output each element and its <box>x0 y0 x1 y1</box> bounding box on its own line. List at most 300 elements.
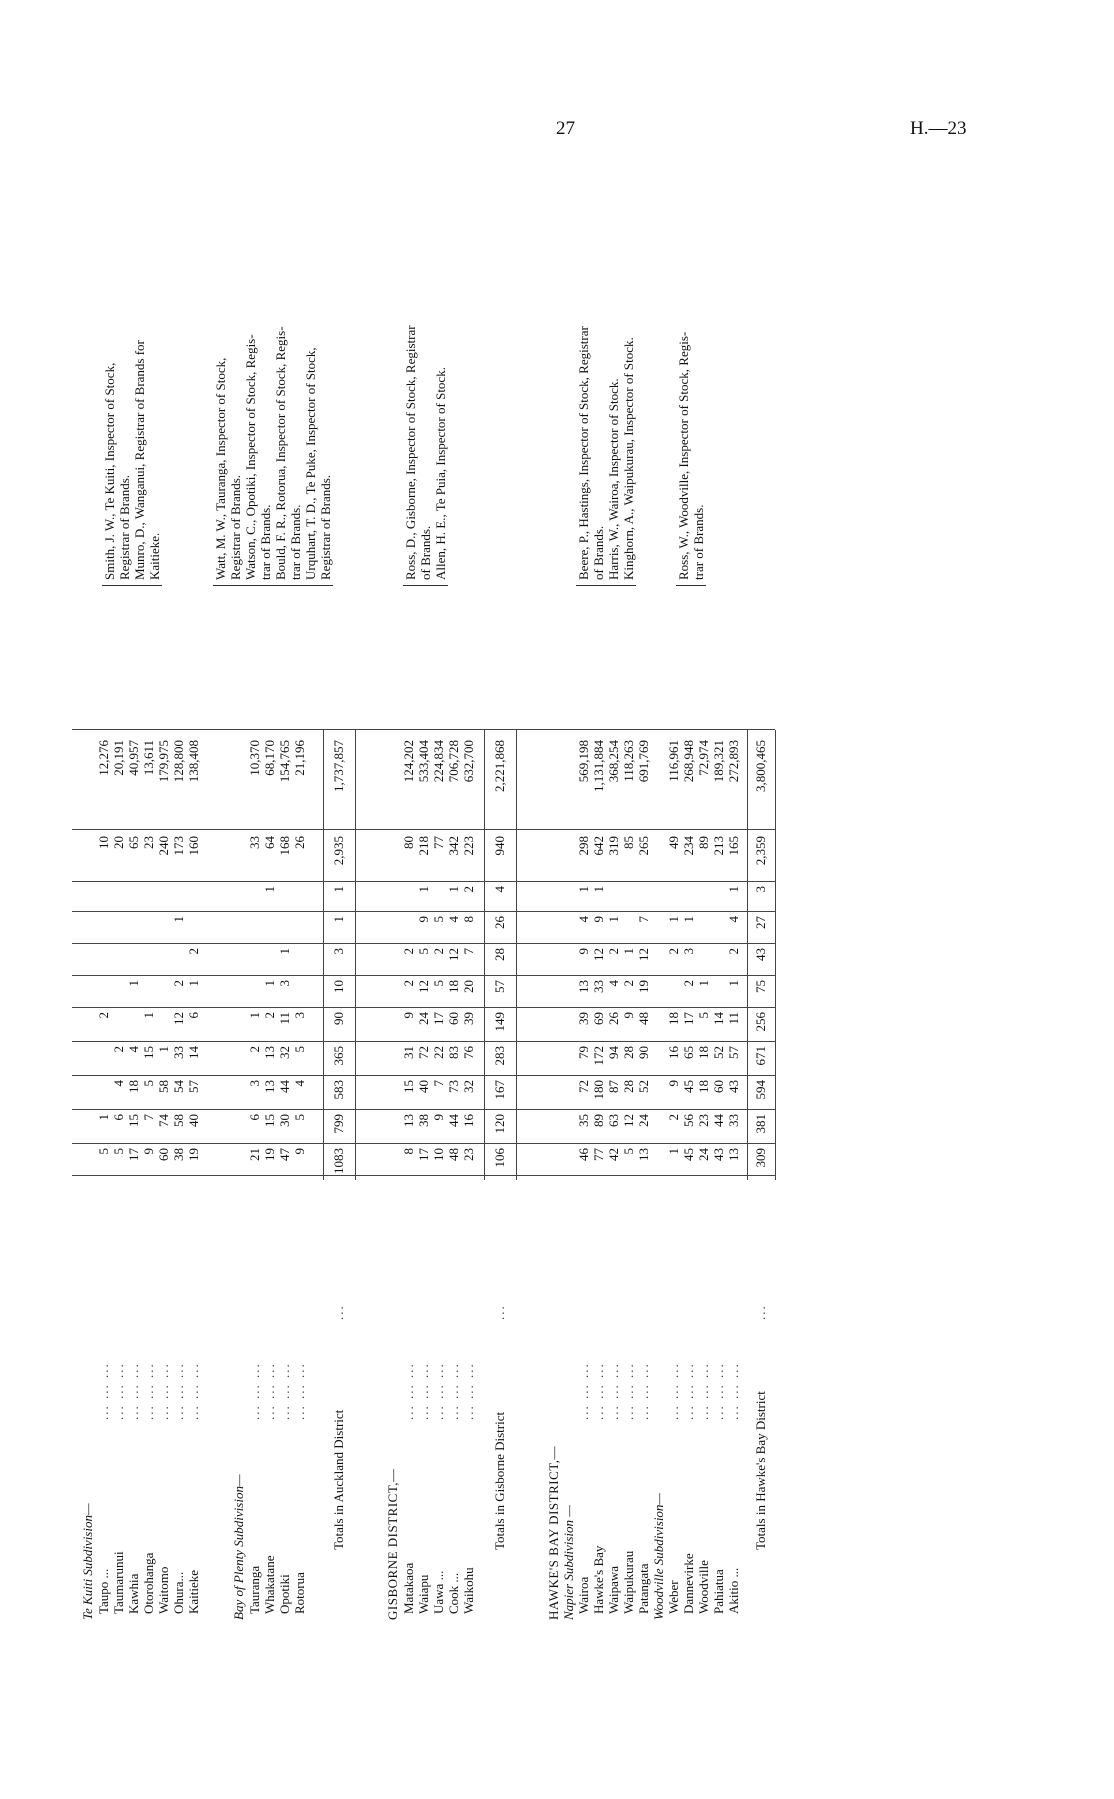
table-row <box>446 150 461 1620</box>
row-label: Uawa ... <box>431 1570 446 1614</box>
row-value: 43 <box>726 1080 741 1093</box>
row-value: 1083 <box>331 1148 346 1174</box>
row-value: 5 <box>431 916 446 923</box>
row-value: 671 <box>753 1046 768 1066</box>
row-value: 1 <box>96 1114 111 1121</box>
row-value: 13 <box>636 1148 651 1161</box>
rule <box>747 730 748 1180</box>
row-label: Hawke's Bay <box>591 1545 606 1614</box>
leader-dots: ... ... ... <box>431 1362 446 1420</box>
row-value: 160 <box>186 836 201 856</box>
row-value: 2 <box>171 980 186 987</box>
row-value: 168 <box>277 836 292 856</box>
row-label: Ohura... <box>171 1571 186 1614</box>
te-kuiti-inspector-line: Smith, J. W., Te Kuiti, Inspector of Stock, <box>102 362 117 580</box>
row-value: 8 <box>401 1148 416 1155</box>
row-value: 642 <box>591 836 606 856</box>
table-row <box>186 150 201 1620</box>
row-value: 154,765 <box>277 740 292 783</box>
row-value: 7 <box>461 948 476 955</box>
row-value: 89 <box>696 836 711 849</box>
row-value: 24 <box>636 1114 651 1127</box>
row-value: 14 <box>711 1012 726 1025</box>
row-value: 4 <box>606 980 621 987</box>
row-value: 4 <box>292 1080 307 1087</box>
row-value: 268,948 <box>681 740 696 783</box>
row-value: 57 <box>492 980 507 993</box>
row-value: 87 <box>606 1080 621 1093</box>
row-value: 2 <box>621 980 636 987</box>
row-value: 39 <box>461 1012 476 1025</box>
row-value: 32 <box>461 1080 476 1093</box>
row-value: 80 <box>401 836 416 849</box>
gisborne-bracket <box>403 585 448 586</box>
row-value: 64 <box>262 836 277 849</box>
leader-dots: ... ... ... <box>277 1362 292 1420</box>
row-value: 26 <box>292 836 307 849</box>
row-value: 17 <box>126 1148 141 1161</box>
leader-dots: ... ... ... <box>576 1362 591 1420</box>
row-value: 3 <box>292 1012 307 1019</box>
row-value: 28 <box>621 1080 636 1093</box>
row-value: 3 <box>753 886 768 893</box>
row-label: Patangata <box>636 1563 651 1614</box>
row-value: 283 <box>492 1046 507 1066</box>
row-value: 3 <box>331 948 346 955</box>
woodville-inspector-line: Ross, W., Woodville, Inspector of Stock, Regis- <box>676 331 691 580</box>
row-value: 583 <box>331 1080 346 1100</box>
row-value: 63 <box>606 1114 621 1127</box>
row-value: 35 <box>576 1114 591 1127</box>
section-heading-bay-of-plenty: Bay of Plenty Subdivision— <box>231 1474 246 1620</box>
row-value: 4 <box>126 1046 141 1053</box>
napier-inspector-line: Beere, P., Hastings, Inspector of Stock, Registrar <box>576 326 591 580</box>
row-value: 46 <box>576 1148 591 1161</box>
row-label: Cook ... <box>446 1572 461 1614</box>
row-value: 33 <box>171 1046 186 1059</box>
row-value: 42 <box>606 1148 621 1161</box>
row-value: 23 <box>696 1114 711 1127</box>
row-value: 20 <box>111 836 126 849</box>
row-value: 8 <box>461 916 476 923</box>
rule <box>775 730 776 1180</box>
column-rule <box>72 1143 775 1144</box>
row-value: 28 <box>492 948 507 961</box>
section-heading-te-kuiti: Te Kuiti Subdivision— <box>80 1503 95 1620</box>
row-value: 167 <box>492 1080 507 1100</box>
row-value: 15 <box>141 1046 156 1059</box>
row-value: 23 <box>141 836 156 849</box>
row-value: 1 <box>576 886 591 893</box>
row-label: Matakaoa <box>401 1562 416 1614</box>
row-value: 106 <box>492 1148 507 1168</box>
row-value: 7 <box>431 1080 446 1087</box>
row-value: 45 <box>681 1148 696 1161</box>
row-value: 1 <box>262 980 277 987</box>
row-value: 90 <box>331 1012 346 1025</box>
column-rule <box>72 1175 775 1176</box>
row-value: 24 <box>696 1148 711 1161</box>
column-rule <box>72 881 775 882</box>
row-value: 13 <box>262 1080 277 1093</box>
row-value: 5 <box>141 1080 156 1087</box>
leader-dots: ... ... ... <box>636 1362 651 1420</box>
row-value: 5 <box>292 1046 307 1053</box>
napier-inspector-line: of Brands. <box>591 525 606 580</box>
row-value: 1 <box>331 886 346 893</box>
row-value: 9 <box>666 1080 681 1087</box>
gisborne-inspector-line: Allen, H. E., Te Puia, Inspector of Stock. <box>433 367 448 580</box>
leader-dots: ... ... ... <box>171 1362 186 1420</box>
subheading-woodville: Woodville Subdivision— <box>651 1493 666 1620</box>
row-value: 1,737,857 <box>331 740 346 792</box>
column-rule <box>72 1075 775 1076</box>
row-value: 5 <box>292 1114 307 1121</box>
row-label: Taupo ... <box>96 1568 111 1614</box>
row-value: 706,728 <box>446 740 461 783</box>
row-value: 213 <box>711 836 726 856</box>
row-value: 1 <box>726 886 741 893</box>
row-value: 10 <box>431 1148 446 1161</box>
row-value: 1 <box>277 948 292 955</box>
row-value: 76 <box>461 1046 476 1059</box>
column-rule <box>72 829 775 830</box>
leader-dots: ... ... ... <box>726 1362 741 1420</box>
row-value: 1 <box>416 886 431 893</box>
row-value: 1 <box>681 916 696 923</box>
row-value: 6 <box>111 1114 126 1121</box>
row-value: 40,957 <box>126 740 141 776</box>
row-value: 30 <box>277 1114 292 1127</box>
row-value: 9 <box>416 916 431 923</box>
row-value: 60 <box>711 1080 726 1093</box>
row-value: 223 <box>461 836 476 856</box>
row-value: 68,170 <box>262 740 277 776</box>
row-value: 23 <box>461 1148 476 1161</box>
bay-of-plenty-inspector-line: trar of Brands. <box>288 504 303 580</box>
row-value: 33 <box>591 980 606 993</box>
row-value: 2 <box>666 948 681 955</box>
leader-dots: ... ... ... <box>621 1362 636 1420</box>
row-value: 9 <box>431 1114 446 1121</box>
row-value: 58 <box>156 1080 171 1093</box>
row-label: Kaitieke <box>186 1569 201 1614</box>
row-value: 12,276 <box>96 740 111 776</box>
row-value: 5 <box>431 980 446 987</box>
section-heading-gisborne: GISBORNE DISTRICT,— <box>385 1468 400 1620</box>
table-row <box>171 150 186 1620</box>
row-value: 57 <box>186 1080 201 1093</box>
column-rule <box>72 729 775 730</box>
row-value: 65 <box>126 836 141 849</box>
document-code: H.—23 <box>910 118 967 139</box>
row-value: 12 <box>171 1012 186 1025</box>
row-value: 234 <box>681 836 696 856</box>
row-value: 31 <box>401 1046 416 1059</box>
row-value: 28 <box>621 1046 636 1059</box>
row-value: 1 <box>247 1012 262 1019</box>
row-value: 319 <box>606 836 621 856</box>
bay-of-plenty-bracket <box>213 585 333 586</box>
row-value: 2 <box>431 948 446 955</box>
page-number: 27 <box>556 118 575 139</box>
row-value: 17 <box>431 1012 446 1025</box>
row-value: 940 <box>492 836 507 856</box>
row-value: 60 <box>446 1012 461 1025</box>
row-value: 149 <box>492 1012 507 1032</box>
row-value: 381 <box>753 1114 768 1134</box>
row-value: 2 <box>401 980 416 987</box>
leader-dots: ... ... ... <box>262 1362 277 1420</box>
row-value: 12 <box>416 980 431 993</box>
row-value: 4 <box>111 1080 126 1087</box>
subheading-napier: Napier Subdivision — <box>561 1505 576 1620</box>
leader-dots: ... ... ... <box>401 1362 416 1420</box>
row-label: Waitomo <box>156 1566 171 1614</box>
row-value: 365 <box>331 1046 346 1066</box>
row-value: 3 <box>277 980 292 987</box>
row-value: 13 <box>262 1046 277 1059</box>
row-value: 2,221,868 <box>492 740 507 792</box>
row-value: 9 <box>141 1148 156 1155</box>
row-value: 2 <box>461 886 476 893</box>
row-value: 118,263 <box>621 740 636 782</box>
row-value: 4 <box>576 916 591 923</box>
section-heading-hawkes-bay: HAWKE'S BAY DISTRICT,— <box>546 1446 561 1620</box>
row-value: 32 <box>277 1046 292 1059</box>
bay-of-plenty-inspector-line: Urquhart, T. D., Te Puke, Inspector of Stock, <box>303 347 318 580</box>
row-value: 22 <box>431 1046 446 1059</box>
row-label: Totals in Hawke's Bay District <box>753 1391 768 1550</box>
leader-dots: ... ... ... <box>96 1362 111 1420</box>
row-value: 7 <box>636 916 651 923</box>
row-value: 38 <box>416 1114 431 1127</box>
row-value: 116,961 <box>666 740 681 782</box>
row-value: 9 <box>576 948 591 955</box>
row-value: 20,191 <box>111 740 126 776</box>
row-value: 44 <box>446 1114 461 1127</box>
row-value: 128,800 <box>171 740 186 783</box>
row-value: 1 <box>262 886 277 893</box>
row-label: Pahiatua <box>711 1569 726 1614</box>
leader-dots: ... ... ... <box>666 1362 681 1420</box>
row-value: 189,321 <box>711 740 726 783</box>
row-label: Akitio ... <box>726 1567 741 1614</box>
napier-bracket <box>576 585 636 586</box>
row-value: 224,834 <box>431 740 446 783</box>
row-value: 1 <box>696 980 711 987</box>
table-row <box>636 150 651 1620</box>
row-value: 77 <box>591 1148 606 1161</box>
row-value: 1 <box>621 948 636 955</box>
row-value: 2 <box>666 1114 681 1121</box>
row-value: 19 <box>636 980 651 993</box>
total-row-auckland <box>331 150 346 1620</box>
row-value: 5 <box>696 1012 711 1019</box>
row-value: 799 <box>331 1114 346 1134</box>
table-row <box>606 150 621 1620</box>
row-value: 12 <box>621 1114 636 1127</box>
row-value: 49 <box>666 836 681 849</box>
row-value: 89 <box>591 1114 606 1127</box>
row-value: 342 <box>446 836 461 856</box>
row-value: 18 <box>446 980 461 993</box>
row-value: 594 <box>753 1080 768 1100</box>
row-value: 1 <box>606 916 621 923</box>
row-value: 12 <box>446 948 461 961</box>
row-value: 56 <box>681 1114 696 1127</box>
leader-dots: ... ... ... <box>186 1362 201 1420</box>
row-label: Totals in Gisborne District <box>492 1411 507 1550</box>
row-value: 13,611 <box>141 740 156 776</box>
row-value: 2 <box>681 980 696 987</box>
row-value: 1 <box>156 1046 171 1053</box>
row-value: 16 <box>666 1046 681 1059</box>
column-rule <box>72 1109 775 1110</box>
row-value: 77 <box>431 836 446 849</box>
row-value: 17 <box>416 1148 431 1161</box>
row-value: 3 <box>247 1080 262 1087</box>
row-value: 1 <box>171 916 186 923</box>
row-value: 94 <box>606 1046 621 1059</box>
row-value: 19 <box>262 1148 277 1161</box>
row-value: 15 <box>126 1114 141 1127</box>
row-value: 15 <box>262 1114 277 1127</box>
column-rule <box>72 1041 775 1042</box>
te-kuiti-inspector-line: Munro, D., Wanganui, Registrar of Brands for <box>132 340 147 580</box>
row-value: 1 <box>666 1148 681 1155</box>
leader-dots: ... ... ... <box>681 1362 696 1420</box>
row-value: 173 <box>171 836 186 856</box>
row-value: 79 <box>576 1046 591 1059</box>
row-value: 4 <box>726 916 741 923</box>
row-label: Weber <box>666 1580 681 1614</box>
row-value: 9 <box>591 916 606 923</box>
row-value: 1 <box>666 916 681 923</box>
row-label: Kawhia <box>126 1573 141 1614</box>
row-value: 52 <box>711 1046 726 1059</box>
row-value: 632,700 <box>461 740 476 783</box>
column-rule <box>72 1007 775 1008</box>
table-row <box>726 150 741 1620</box>
row-value: 138,408 <box>186 740 201 783</box>
row-value: 44 <box>277 1080 292 1093</box>
row-value: 14 <box>186 1046 201 1059</box>
leader-dots: ... ... ... <box>606 1362 621 1420</box>
leader-dots: ... <box>492 1304 507 1320</box>
row-value: 2 <box>247 1046 262 1053</box>
row-value: 5 <box>416 948 431 955</box>
row-value: 40 <box>416 1080 431 1093</box>
row-value: 11 <box>277 1012 292 1025</box>
row-label: Woodville <box>696 1560 711 1614</box>
row-value: 18 <box>666 1012 681 1025</box>
woodville-inspector-line: trar of Brands. <box>691 504 706 580</box>
leader-dots: ... ... ... <box>461 1362 476 1420</box>
row-value: 3 <box>681 948 696 955</box>
row-value: 272,893 <box>726 740 741 783</box>
row-value: 90 <box>636 1046 651 1059</box>
row-value: 10 <box>96 836 111 849</box>
row-value: 12 <box>636 948 651 961</box>
row-value: 39 <box>576 1012 591 1025</box>
row-value: 2 <box>726 948 741 955</box>
row-value: 21 <box>247 1148 262 1161</box>
row-label: Opotiki <box>277 1574 292 1614</box>
leader-dots: ... <box>753 1304 768 1320</box>
bay-of-plenty-inspector-line: trar of Brands. <box>258 504 273 580</box>
leader-dots: ... ... ... <box>247 1362 262 1420</box>
row-value: 48 <box>636 1012 651 1025</box>
table-row <box>416 150 431 1620</box>
bay-of-plenty-inspector-line: Registrar of Brands. <box>318 474 333 580</box>
row-value: 47 <box>277 1148 292 1161</box>
row-value: 72,974 <box>696 740 711 776</box>
table-row <box>591 150 606 1620</box>
row-value: 256 <box>753 1012 768 1032</box>
row-value: 1 <box>126 980 141 987</box>
row-value: 2,359 <box>753 836 768 866</box>
row-value: 44 <box>711 1114 726 1127</box>
row-value: 18 <box>696 1046 711 1059</box>
row-value: 13 <box>576 980 591 993</box>
table-row <box>156 150 171 1620</box>
row-value: 73 <box>446 1080 461 1093</box>
row-value: 1 <box>331 916 346 923</box>
row-value: 9 <box>401 1012 416 1019</box>
column-rule <box>72 943 775 944</box>
table-row <box>711 150 726 1620</box>
row-label: Wairoa <box>576 1576 591 1614</box>
row-label: Waikohu <box>461 1567 476 1614</box>
te-kuiti-inspector-line: Registrar of Brands. <box>117 474 132 580</box>
leader-dots: ... ... ... <box>591 1362 606 1420</box>
row-value: 2,935 <box>331 836 346 866</box>
rule <box>323 730 324 1180</box>
row-value: 26 <box>606 1012 621 1025</box>
row-value: 1 <box>186 980 201 987</box>
leader-dots: ... ... ... <box>141 1362 156 1420</box>
leader-dots: ... <box>331 1304 346 1320</box>
row-value: 57 <box>726 1046 741 1059</box>
row-label: Tauranga <box>247 1565 262 1614</box>
row-value: 6 <box>247 1114 262 1121</box>
row-value: 26 <box>492 916 507 929</box>
row-label: Totals in Auckland District <box>331 1409 346 1550</box>
row-label: Waipukurau <box>621 1550 636 1614</box>
row-value: 83 <box>446 1046 461 1059</box>
row-value: 21,196 <box>292 740 307 776</box>
leader-dots: ... ... ... <box>696 1362 711 1420</box>
napier-inspector-line: Harris, W., Wairoa, Inspector of Stock. <box>606 378 621 580</box>
row-value: 218 <box>416 836 431 856</box>
row-value: 75 <box>753 980 768 993</box>
row-value: 16 <box>461 1114 476 1127</box>
gisborne-inspector-line: Ross, D., Gisborne, Inspector of Stock, Registrar <box>403 325 418 580</box>
row-value: 11 <box>726 1012 741 1025</box>
row-value: 45 <box>681 1080 696 1093</box>
leader-dots: ... ... ... <box>711 1362 726 1420</box>
row-value: 2 <box>606 948 621 955</box>
row-value: 569,198 <box>576 740 591 783</box>
row-value: 65 <box>681 1046 696 1059</box>
row-value: 533,404 <box>416 740 431 783</box>
row-value: 38 <box>171 1148 186 1161</box>
row-value: 15 <box>401 1080 416 1093</box>
row-value: 85 <box>621 836 636 849</box>
row-value: 180 <box>591 1080 606 1100</box>
row-value: 368,254 <box>606 740 621 783</box>
